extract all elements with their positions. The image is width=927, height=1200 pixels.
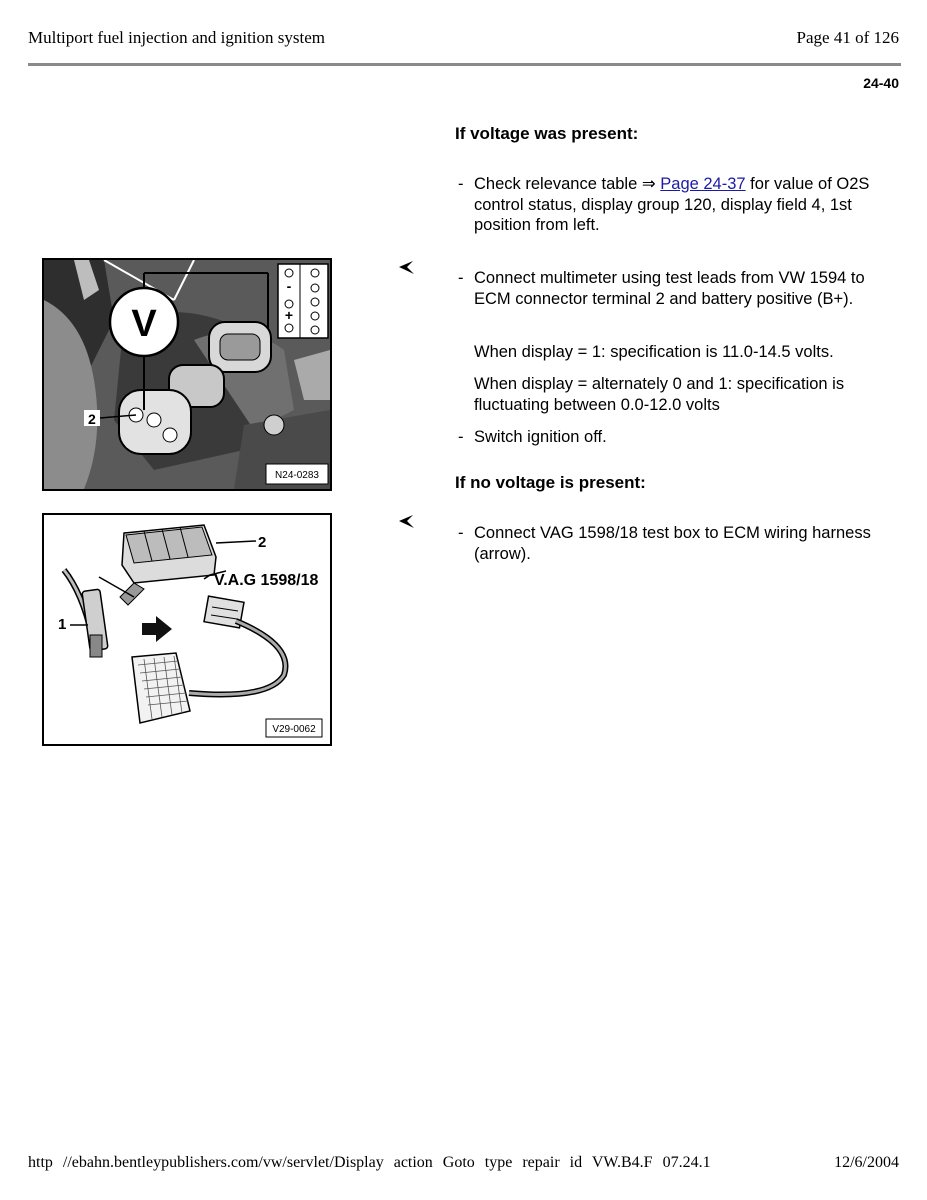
step-switch-ignition-off bbox=[458, 427, 898, 448]
tool-label: V.A.G 1598/18 bbox=[214, 572, 319, 589]
spec-display-1: When display = 1: specification is 11.0-14.5 volts. bbox=[474, 343, 834, 361]
section-number: 24-40 bbox=[863, 75, 899, 91]
figure-1-illustration bbox=[44, 260, 330, 489]
heading-no-voltage: If no voltage is present: bbox=[455, 473, 646, 492]
figure-test-box-connection bbox=[42, 513, 332, 746]
step-text: Connect multimeter using test leads from VW 1594 to ECM connector terminal 2 and battery positive (B+). bbox=[474, 269, 865, 308]
page-indicator: Page 41 of 126 bbox=[796, 28, 899, 47]
document-title: Multiport fuel injection and ignition system bbox=[28, 28, 325, 47]
bullet-dash: - bbox=[458, 269, 464, 287]
footer-url: http //ebahn.bentleypublishers.com/vw/servlet/Display action Goto type repair id VW.B4.F 07.24.1 bbox=[28, 1154, 711, 1171]
step-text: Connect VAG 1598/18 test box to ECM wiring harness (arrow). bbox=[474, 524, 871, 563]
page-24-37-link[interactable]: Page 24-37 bbox=[660, 175, 746, 193]
bullet-dash: - bbox=[458, 428, 464, 446]
minus-label: - bbox=[286, 278, 292, 294]
bullet-dash: - bbox=[458, 524, 464, 542]
step-connect-multimeter bbox=[458, 268, 898, 309]
figure-2-illustration bbox=[44, 515, 330, 744]
figure-ref: V29-0062 bbox=[272, 724, 316, 735]
step-connect-test-box bbox=[458, 523, 898, 564]
step-text: Check relevance table ⇒ Page 24-37 for value of O2S control status, display group 120, display field 4, 1st position from left. bbox=[474, 175, 870, 234]
callout-1: 1 bbox=[58, 616, 67, 633]
header-divider bbox=[28, 63, 901, 66]
callout-2: 2 bbox=[258, 534, 267, 551]
figure-pointer-icon bbox=[398, 514, 416, 530]
plus-label: + bbox=[284, 307, 294, 323]
figure-multimeter-connection bbox=[42, 258, 332, 491]
footer-date: 12/6/2004 bbox=[834, 1154, 899, 1171]
bullet-dash: - bbox=[458, 175, 464, 193]
step-text: Switch ignition off. bbox=[474, 428, 607, 446]
figure-ref: N24-0283 bbox=[275, 470, 319, 481]
figure-pointer-icon bbox=[398, 260, 416, 276]
meter-label: V bbox=[131, 303, 157, 345]
step-check-relevance bbox=[458, 174, 898, 236]
heading-voltage-present: If voltage was present: bbox=[455, 124, 639, 143]
callout-2: 2 bbox=[88, 411, 96, 427]
spec-display-alternating: When display = alternately 0 and 1: specification is fluctuating between 0.0-12.0 volts bbox=[474, 375, 845, 414]
